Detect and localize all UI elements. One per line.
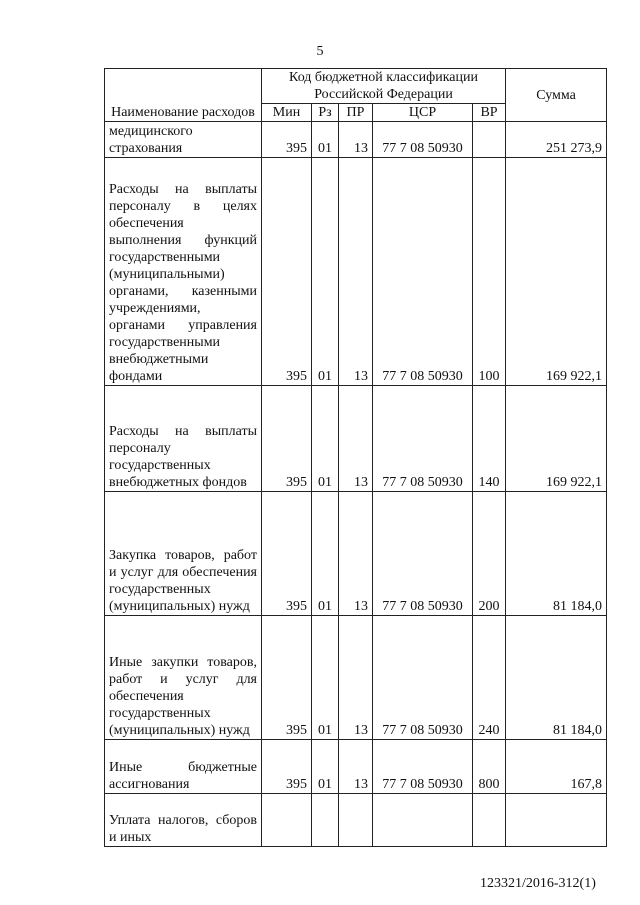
- rz-code: 01: [312, 616, 339, 740]
- table-row: [105, 616, 607, 740]
- min-code: 395: [262, 616, 312, 740]
- csr-code: [373, 794, 473, 847]
- min-code: 395: [262, 740, 312, 794]
- expense-name: медицинского страхования: [105, 122, 262, 158]
- header-rz: Рз: [312, 104, 339, 122]
- table-row: [105, 122, 607, 158]
- expense-name: Расходы на выплаты персоналу в целях обеспечения выполнения функций государственными (муниципальными) органами, казенными учреждениями, органами управления государственными внебюджетными фондами: [105, 158, 262, 386]
- amount: 167,8: [506, 740, 607, 794]
- header-csr: ЦСР: [373, 104, 473, 122]
- document-code: 123321/2016-312(1): [480, 876, 596, 891]
- vr-code: 140: [473, 386, 506, 492]
- page-number: 5: [316, 44, 324, 59]
- min-code: 395: [262, 492, 312, 616]
- expense-name: Расходы на выплаты персоналу государственных внебюджетных фондов: [105, 386, 262, 492]
- rz-code: 01: [312, 386, 339, 492]
- rz-code: [312, 794, 339, 847]
- header-name: Наименование расходов: [105, 69, 262, 122]
- vr-code: 240: [473, 616, 506, 740]
- expense-name: Иные закупки товаров, работ и услуг для обеспечения государственных (муниципальных) нужд: [105, 616, 262, 740]
- csr-code: 77 7 08 50930: [373, 740, 473, 794]
- header-code-group: Код бюджетной классификации Российской Федерации: [262, 69, 506, 104]
- amount: 251 273,9: [506, 122, 607, 158]
- table-row: [105, 158, 607, 386]
- header-vr: ВР: [473, 104, 506, 122]
- rz-code: 01: [312, 740, 339, 794]
- csr-code: 77 7 08 50930: [373, 122, 473, 158]
- pr-code: 13: [339, 492, 373, 616]
- pr-code: 13: [339, 386, 373, 492]
- min-code: 395: [262, 158, 312, 386]
- min-code: [262, 794, 312, 847]
- rz-code: 01: [312, 492, 339, 616]
- header-min: Мин: [262, 104, 312, 122]
- amount: 169 922,1: [506, 158, 607, 386]
- csr-code: 77 7 08 50930: [373, 492, 473, 616]
- table-row: [105, 492, 607, 616]
- budget-table: [104, 68, 607, 847]
- header-sum: Сумма: [506, 69, 607, 122]
- pr-code: 13: [339, 122, 373, 158]
- csr-code: 77 7 08 50930: [373, 158, 473, 386]
- csr-code: 77 7 08 50930: [373, 386, 473, 492]
- pr-code: 13: [339, 616, 373, 740]
- amount: [506, 794, 607, 847]
- vr-code: 200: [473, 492, 506, 616]
- pr-code: 13: [339, 158, 373, 386]
- amount: 81 184,0: [506, 616, 607, 740]
- pr-code: 13: [339, 740, 373, 794]
- pr-code: [339, 794, 373, 847]
- expense-name: Уплата налогов, сборов и иных: [105, 794, 262, 847]
- vr-code: 800: [473, 740, 506, 794]
- table-row: [105, 794, 607, 847]
- csr-code: 77 7 08 50930: [373, 616, 473, 740]
- amount: 81 184,0: [506, 492, 607, 616]
- amount: 169 922,1: [506, 386, 607, 492]
- rz-code: 01: [312, 122, 339, 158]
- vr-code: 100: [473, 158, 506, 386]
- table-row: [105, 740, 607, 794]
- min-code: 395: [262, 122, 312, 158]
- vr-code: [473, 794, 506, 847]
- header-pr: ПР: [339, 104, 373, 122]
- expense-name: Иные бюджетные ассигнования: [105, 740, 262, 794]
- vr-code: [473, 122, 506, 158]
- min-code: 395: [262, 386, 312, 492]
- table-row: [105, 386, 607, 492]
- expense-name: Закупка товаров, работ и услуг для обеспечения государственных (муниципальных) нужд: [105, 492, 262, 616]
- rz-code: 01: [312, 158, 339, 386]
